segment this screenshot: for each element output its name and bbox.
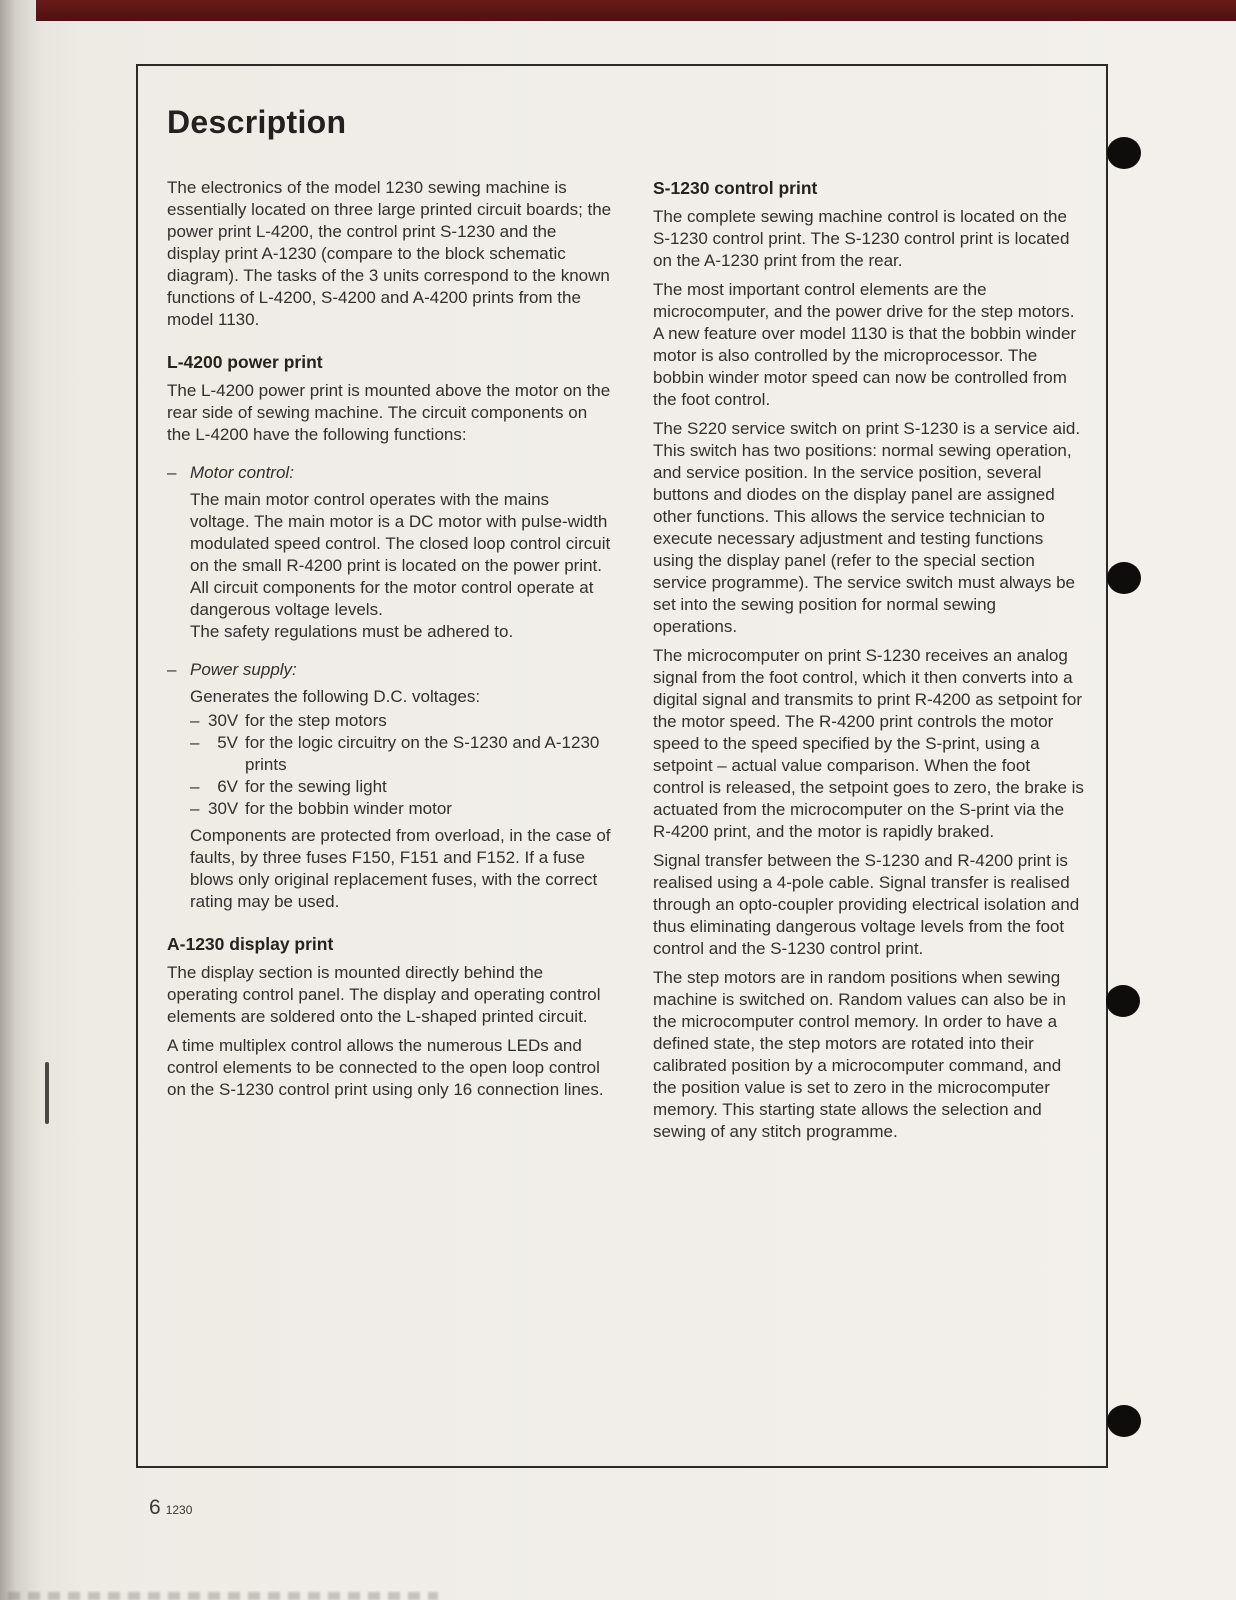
bullet-motor-control xyxy=(167,462,613,643)
scan-artifact-mark xyxy=(45,1062,49,1124)
s1230-paragraph: The S220 service switch on print S-1230 is a service aid. This switch has two positions: normal sewing operation, and service position. In the service position, several buttons and diodes on the display panel are assigned other functions. This allows the service technician to execute necessary adjustment and testing functions using the display panel (refer to the special section service programme). The service switch must always be set into the sewing position for normal sewing operations. xyxy=(653,419,1081,636)
model-number: 1230 xyxy=(165,1503,193,1517)
voltage-item xyxy=(190,776,613,798)
voltage-value: 30V xyxy=(208,799,239,818)
voltage-item xyxy=(190,798,613,820)
dash-marker: – xyxy=(167,660,177,679)
s1230-paragraph: Signal transfer between the S-1230 and R-4200 print is realised using a 4-pole cable. Signal transfer is realised through an opto-coupler providing electrical isolation and thus eliminating dangerous voltage levels from the foot control and the S-1230 control print. xyxy=(653,851,1080,958)
right-column xyxy=(653,177,1084,1150)
dash-marker: – xyxy=(190,777,200,796)
heading-a1230-display-print: A-1230 display print xyxy=(167,934,334,954)
power-supply-body xyxy=(167,686,613,913)
a1230-paragraph: A time multiplex control allows the numerous LEDs and control elements to be connected to the open loop control on the S-1230 control print using only 16 connection lines. xyxy=(167,1036,604,1099)
content-frame xyxy=(136,64,1108,1468)
voltage-description: for the step motors xyxy=(245,711,387,730)
page-title: Description xyxy=(167,104,347,140)
power-supply-label: Power supply: xyxy=(190,660,297,679)
intro-paragraph: The electronics of the model 1230 sewing machine is essentially located on three large printed circuit boards; the power print L-4200, the control print S-1230 and the display print A-1230 (compare to the block schematic diagram). The tasks of the 3 units correspond to the known functions of L-4200, S-4200 and A-4200 prints from the model 1130. xyxy=(167,178,612,329)
s1230-paragraph: The step motors are in random positions when sewing machine is switched on. Random values can also be in the microcomputer control memory. In order to have a defined state, the step motors are rotated into their calibrated position by a microcomputer command, and the position value is set to zero in the microcomputer memory. This starting state allows the selection and sewing of any stitch programme. xyxy=(653,968,1066,1141)
bullet-head xyxy=(167,462,613,484)
left-column xyxy=(167,177,613,1150)
s1230-paragraph: The microcomputer on print S-1230 receives an analog signal from the foot control, which it then converts into a digital signal and transmits to print R-4200 as setpoint for the motor speed. The R-4200 print controls the motor speed to the speed specified by the S-print, using a setpoint – actual value comparison. When the foot control is released, the setpoint goes to zero, the brake is actuated from the microcomputer on the S-print via the R-4200 print, and the motor is rapidly braked. xyxy=(653,646,1084,841)
two-column-layout xyxy=(167,177,1084,1150)
l4200-lead-paragraph: The L-4200 power print is mounted above the motor on the rear side of sewing machine. The circuit components on the L-4200 have the following functions: xyxy=(167,381,611,444)
top-color-bar xyxy=(36,0,1236,21)
dash-marker: – xyxy=(190,711,200,730)
punch-hole xyxy=(1107,137,1141,169)
heading-l4200-power-print: L-4200 power print xyxy=(167,352,323,372)
voltage-value: 6V xyxy=(217,777,238,796)
dash-marker: – xyxy=(190,799,200,818)
dash-marker: – xyxy=(190,733,200,752)
bullet-head xyxy=(167,659,613,681)
motor-control-body xyxy=(167,489,613,643)
voltage-item xyxy=(190,732,613,776)
page-number: 6 xyxy=(149,1496,161,1519)
power-supply-outro: Components are protected from overload, in the case of faults, by three fuses F150, F151 and F152. If a fuse blows only original replacement fuses, with the correct rating may be used. xyxy=(190,826,611,911)
voltage-description: for the logic circuitry on the S-1230 and A-1230 prints xyxy=(245,733,600,774)
a1230-paragraph: The display section is mounted directly behind the operating control panel. The display and operating control elements are soldered onto the L-shaped printed circuit. xyxy=(167,963,601,1026)
motor-control-line: The main motor control operates with the mains voltage. The main motor is a DC motor with pulse-width modulated speed control. The closed loop control circuit on the small R-4200 print is located on the power print. xyxy=(190,490,611,575)
s1230-paragraph: The most important control elements are the microcomputer, and the power drive for the step motors. A new feature over model 1130 is that the bobbin winder motor is also controlled by the microprocessor. The bobbin winder motor speed can now be controlled from the foot control. xyxy=(653,280,1077,409)
punch-hole xyxy=(1107,1405,1141,1437)
punch-hole xyxy=(1107,562,1141,594)
voltage-value: 30V xyxy=(208,711,239,730)
bullet-power-supply xyxy=(167,659,613,913)
punch-hole xyxy=(1106,985,1140,1017)
s1230-paragraph: The complete sewing machine control is located on the S-1230 control print. The S-1230 control print is located on the A-1230 print from the rear. xyxy=(653,207,1070,270)
dash-marker: – xyxy=(167,463,177,482)
heading-s1230-control-print: S-1230 control print xyxy=(653,178,818,198)
voltage-description: for the sewing light xyxy=(245,777,387,796)
motor-control-label: Motor control: xyxy=(190,463,294,482)
page-footer xyxy=(149,1496,192,1520)
power-supply-lead: Generates the following D.C. voltages: xyxy=(190,687,481,706)
voltage-item xyxy=(190,710,613,732)
voltage-description: for the bobbin winder motor xyxy=(245,799,452,818)
voltage-value: 5V xyxy=(217,733,238,752)
motor-control-line: All circuit components for the motor control operate at dangerous voltage levels. xyxy=(190,578,594,619)
cut-off-text-artifact xyxy=(8,1592,438,1600)
motor-control-line: The safety regulations must be adhered to. xyxy=(190,622,514,641)
